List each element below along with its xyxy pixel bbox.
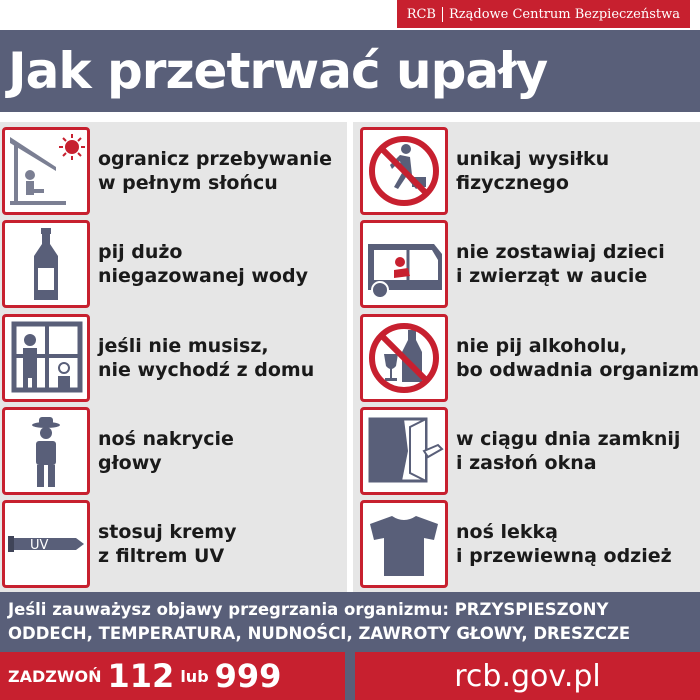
warning-line-1: Jeśli zauważysz objawy przegrzania organizmu: PRZYSPIESZONY — [8, 600, 609, 619]
warning-text — [8, 598, 698, 646]
emergency-call-box — [0, 652, 345, 700]
tip-line-1: stosuj kremy — [98, 521, 237, 543]
tip-line-2: w pełnym słońcu — [98, 172, 278, 194]
tip-item — [2, 125, 338, 217]
tip-line-2: i zasłoń okna — [456, 452, 597, 474]
tip-line-2: bo odwadnia organizm — [456, 359, 700, 381]
website-link[interactable]: rcb.gov.pl — [355, 652, 700, 700]
tip-line-1: w ciągu dnia zamknij — [456, 428, 681, 450]
emergency-number-999: 999 — [214, 657, 282, 695]
call-connector: lub — [180, 666, 209, 686]
tip-line-2: fizycznego — [456, 172, 569, 194]
tip-item — [2, 218, 338, 310]
tip-line-1: nie zostawiaj dzieci — [456, 241, 665, 263]
tip-item — [360, 498, 696, 590]
close-window-icon — [360, 407, 448, 495]
tip-line-1: noś lekką — [456, 521, 558, 543]
window-home-icon — [2, 314, 90, 402]
water-bottle-icon — [2, 220, 90, 308]
tip-line-2: nie wychodź z domu — [98, 359, 315, 381]
tip-item — [2, 405, 338, 497]
warning-line-2: ODDECH, TEMPERATURA, NUDNOŚCI, ZAWROTY GŁOWY, DRESZCZE — [8, 624, 631, 643]
tip-line-1: noś nakrycie — [98, 428, 234, 450]
uv-label: UV — [30, 538, 49, 553]
badge-abbr: RCB — [407, 7, 443, 22]
column-divider — [347, 122, 353, 592]
tip-line-2: niegazowanej wody — [98, 265, 308, 287]
tip-item — [2, 498, 338, 590]
tip-item — [360, 405, 696, 497]
tip-item — [2, 312, 338, 404]
emergency-number-112: 112 — [107, 657, 175, 695]
light-shirt-icon — [360, 500, 448, 588]
uv-cream-icon — [2, 500, 90, 588]
tip-line-2: głowy — [98, 452, 162, 474]
tip-line-2: i zwierząt w aucie — [456, 265, 648, 287]
tip-line-2: i przewiewną odzież — [456, 545, 672, 567]
tip-line-2: z filtrem UV — [98, 545, 225, 567]
hat-person-icon — [2, 407, 90, 495]
shade-sun-icon — [2, 127, 90, 215]
call-prefix: ZADZWOŃ — [8, 666, 102, 686]
tip-line-1: pij dużo — [98, 241, 183, 263]
tip-item — [360, 312, 700, 404]
tip-item — [360, 125, 696, 217]
tip-item — [360, 218, 696, 310]
tip-line-1: nie pij alkoholu, — [456, 335, 628, 357]
no-alcohol-icon — [360, 314, 448, 402]
no-exertion-icon — [360, 127, 448, 215]
tip-line-1: unikaj wysiłku — [456, 148, 610, 170]
child-car-icon — [360, 220, 448, 308]
tip-line-1: ogranicz przebywanie — [98, 148, 333, 170]
page-title: Jak przetrwać upały — [0, 30, 700, 112]
badge-name: Rządowe Centrum Bezpieczeństwa — [448, 6, 680, 22]
rcb-badge — [397, 0, 690, 28]
tip-line-1: jeśli nie musisz, — [98, 335, 269, 357]
